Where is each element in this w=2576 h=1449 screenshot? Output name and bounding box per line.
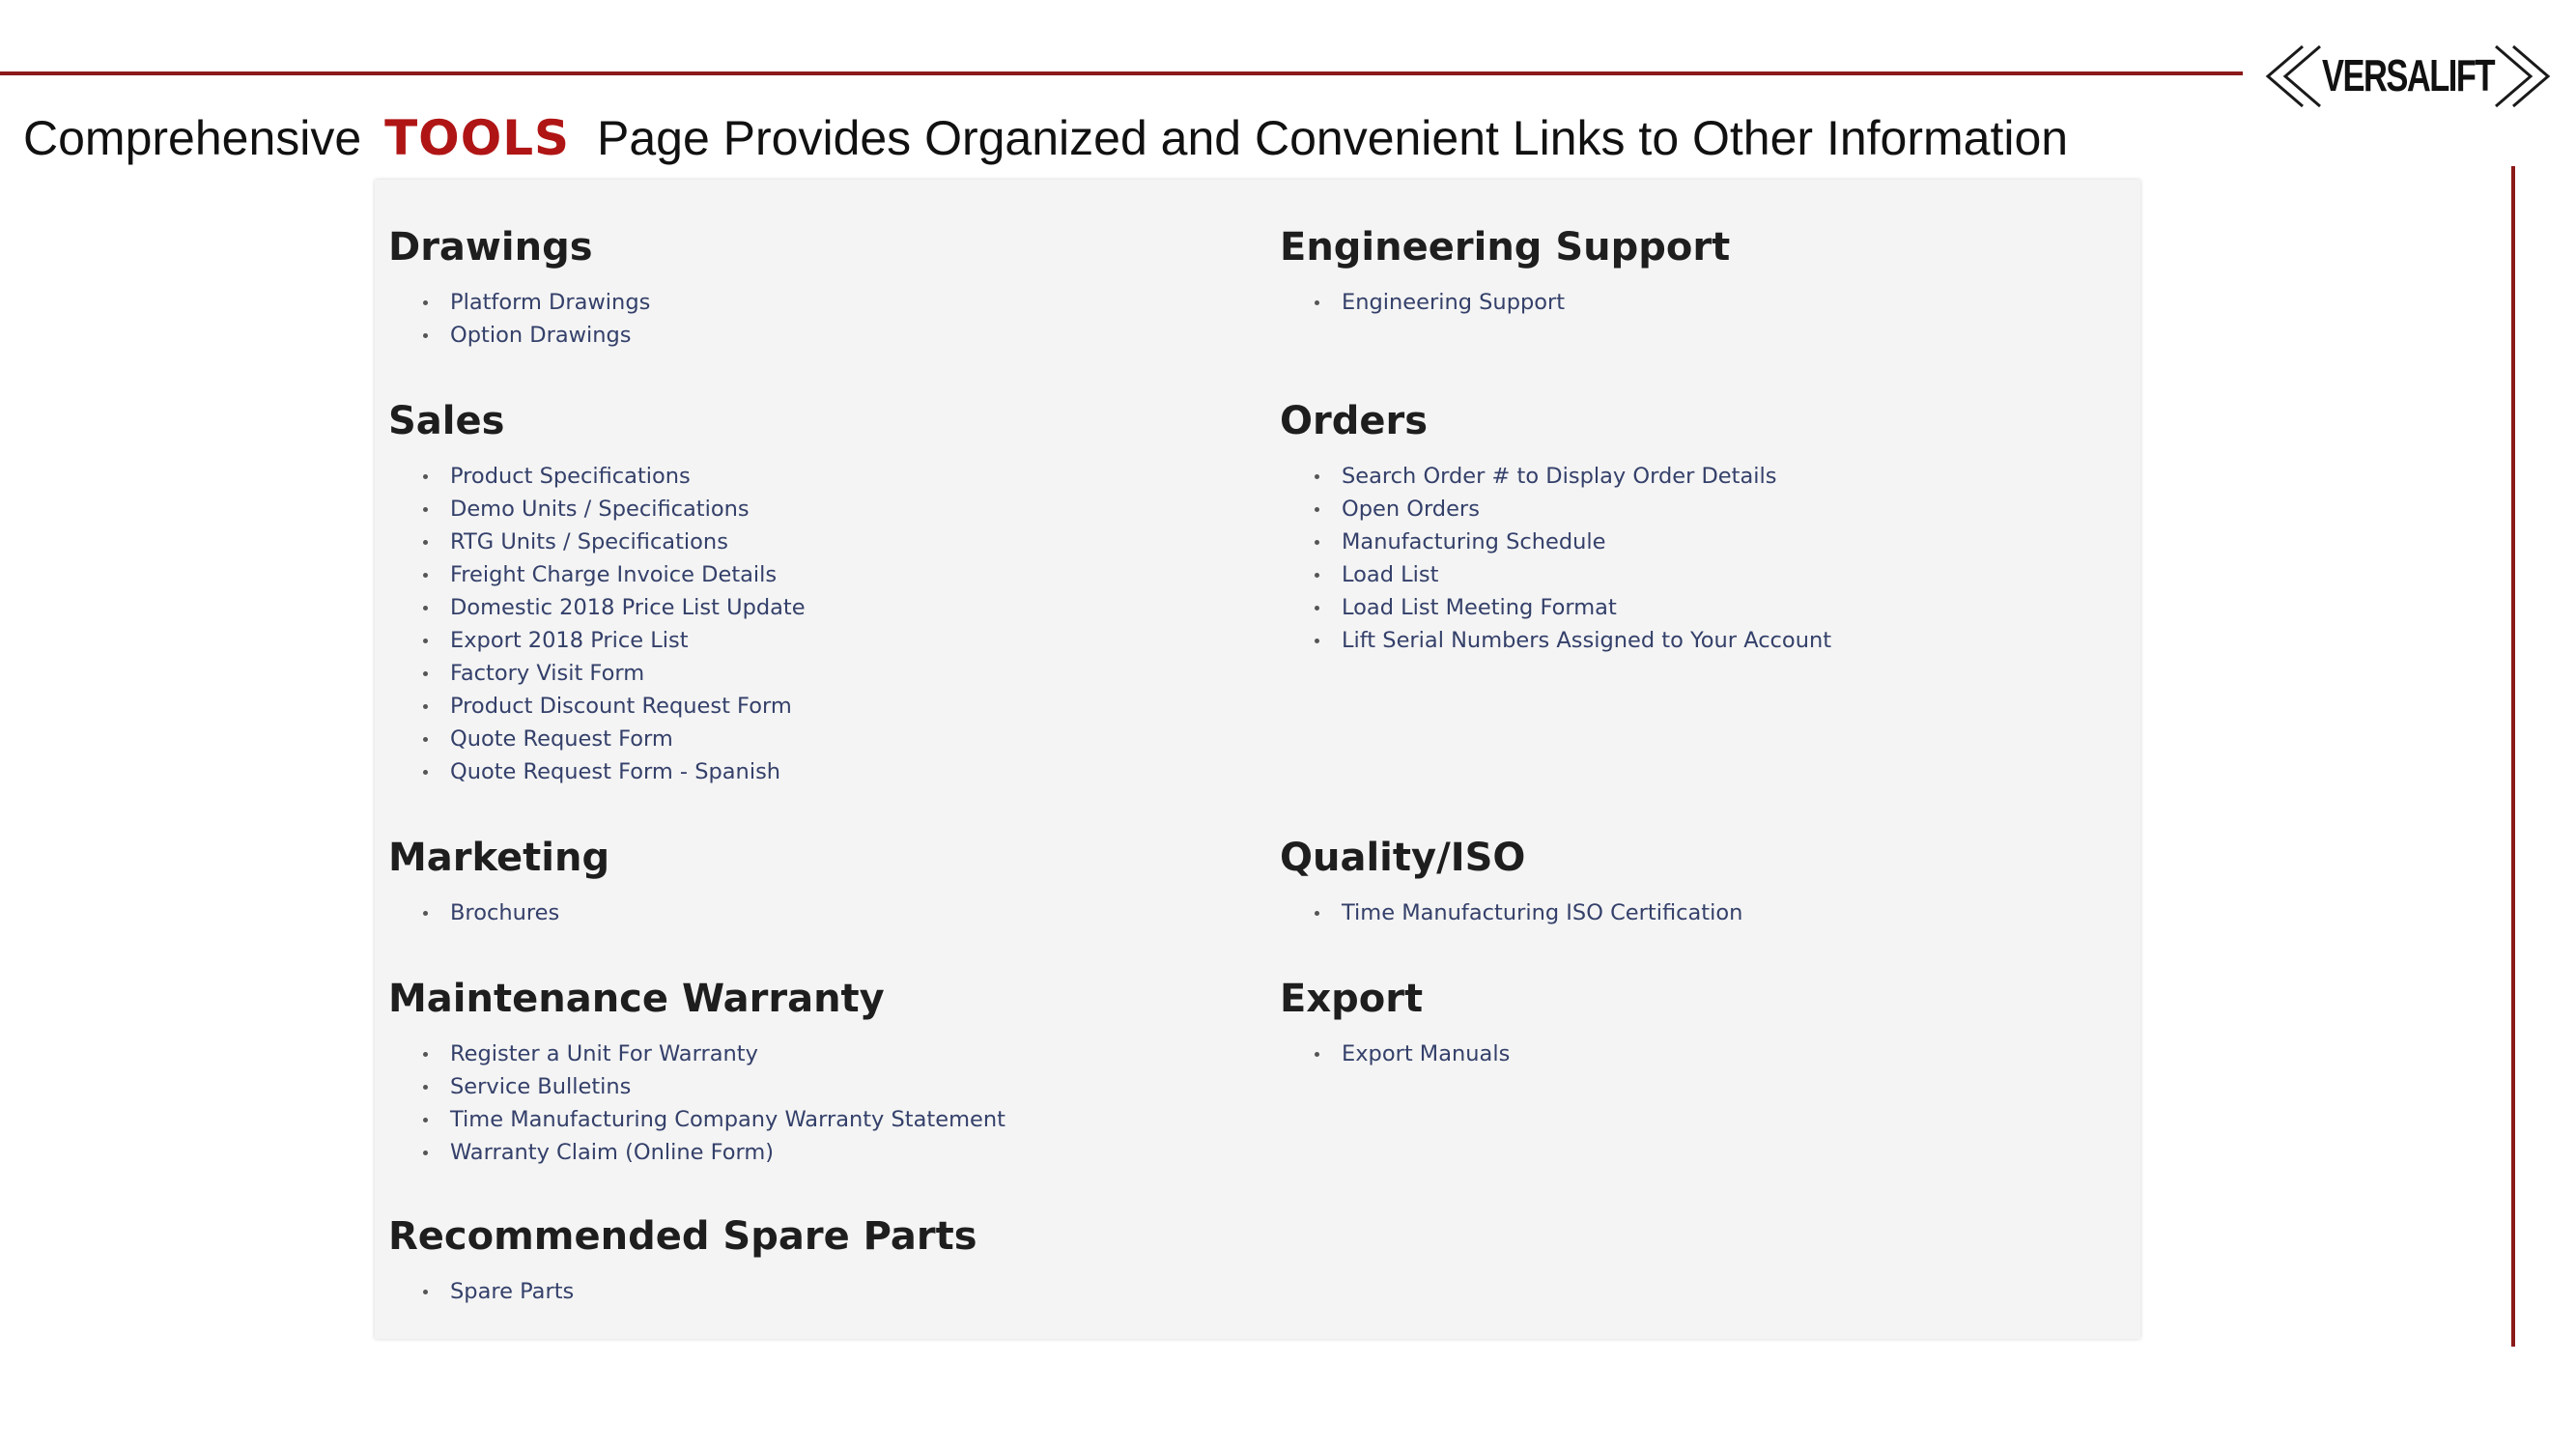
link-list — [1280, 1037, 1510, 1070]
versalift-logo — [2260, 43, 2569, 110]
link-manufacturing-schedule[interactable]: Manufacturing Schedule — [1342, 529, 1606, 554]
section-marketing — [388, 829, 609, 929]
list-item — [388, 493, 806, 526]
link-list — [388, 460, 806, 788]
list-item — [1280, 493, 1831, 526]
list-item — [1280, 558, 1831, 591]
section-orders — [1280, 392, 1831, 657]
link-warranty-statement[interactable]: Time Manufacturing Company Warranty Statement — [450, 1107, 1005, 1132]
link-domestic-price-list[interactable]: Domestic 2018 Price List Update — [450, 595, 806, 620]
link-list — [388, 286, 650, 352]
section-heading: Engineering Support — [1280, 225, 1731, 270]
section-heading: Sales — [388, 399, 505, 443]
link-rtg-units[interactable]: RTG Units / Specifications — [450, 529, 728, 554]
list-item — [1280, 896, 1742, 929]
link-load-list[interactable]: Load List — [1342, 562, 1439, 587]
section-heading: Drawings — [388, 225, 593, 270]
link-option-drawings[interactable]: Option Drawings — [450, 323, 632, 348]
list-item — [388, 286, 650, 319]
list-item — [1280, 460, 1831, 493]
list-item — [388, 755, 806, 788]
link-open-orders[interactable]: Open Orders — [1342, 497, 1480, 522]
section-drawings — [388, 218, 650, 352]
section-heading: Marketing — [388, 836, 610, 880]
logo-text: VERSALIFT — [2322, 50, 2496, 100]
list-item — [388, 526, 806, 558]
list-item — [388, 723, 806, 755]
section-heading: Maintenance Warranty — [388, 977, 885, 1021]
link-brochures[interactable]: Brochures — [450, 900, 560, 925]
list-item — [388, 591, 806, 624]
section-heading: Export — [1280, 977, 1424, 1021]
section-maintenance-warranty — [388, 970, 1005, 1169]
list-item — [388, 319, 650, 352]
link-list — [1280, 286, 1730, 319]
section-export — [1280, 970, 1510, 1070]
section-engineering-support — [1280, 218, 1730, 319]
list-item — [388, 460, 806, 493]
link-factory-visit-form[interactable]: Factory Visit Form — [450, 661, 645, 686]
link-product-specifications[interactable]: Product Specifications — [450, 464, 691, 489]
section-heading: Orders — [1280, 399, 1429, 443]
list-item — [388, 1103, 1005, 1136]
link-export-price-list[interactable]: Export 2018 Price List — [450, 628, 689, 653]
list-item — [388, 657, 806, 690]
link-list — [1280, 896, 1742, 929]
link-load-list-meeting-format[interactable]: Load List Meeting Format — [1342, 595, 1617, 620]
link-quote-request-form[interactable]: Quote Request Form — [450, 726, 673, 752]
link-product-discount-form[interactable]: Product Discount Request Form — [450, 694, 792, 719]
link-list — [1280, 460, 1831, 657]
right-divider — [2511, 166, 2515, 1347]
section-heading: Quality/ISO — [1280, 836, 1526, 880]
link-freight-charge[interactable]: Freight Charge Invoice Details — [450, 562, 778, 587]
slide-title — [23, 104, 2068, 172]
section-heading: Recommended Spare Parts — [388, 1214, 977, 1259]
list-item — [1280, 624, 1831, 657]
list-item — [1280, 526, 1831, 558]
list-item — [1280, 286, 1730, 319]
list-item — [1280, 1037, 1510, 1070]
link-list — [388, 1037, 1005, 1169]
link-spare-parts[interactable]: Spare Parts — [450, 1279, 575, 1304]
title-accent: TOOLS — [384, 110, 571, 166]
link-platform-drawings[interactable]: Platform Drawings — [450, 290, 651, 315]
link-warranty-claim[interactable]: Warranty Claim (Online Form) — [450, 1140, 775, 1165]
link-export-manuals[interactable]: Export Manuals — [1342, 1041, 1511, 1066]
link-register-unit[interactable]: Register a Unit For Warranty — [450, 1041, 758, 1066]
list-item — [1280, 591, 1831, 624]
link-lift-serial-numbers[interactable]: Lift Serial Numbers Assigned to Your Account — [1342, 628, 1832, 653]
section-quality-iso — [1280, 829, 1742, 929]
top-divider — [0, 71, 2243, 75]
list-item — [388, 690, 806, 723]
link-quote-request-form-spanish[interactable]: Quote Request Form - Spanish — [450, 759, 781, 784]
link-iso-certification[interactable]: Time Manufacturing ISO Certification — [1342, 900, 1743, 925]
link-demo-units[interactable]: Demo Units / Specifications — [450, 497, 750, 522]
list-item — [388, 1275, 977, 1308]
title-post: Page Provides Organized and Convenient Links to Other Information — [596, 111, 2069, 165]
section-spare-parts — [388, 1208, 977, 1308]
list-item — [388, 1037, 1005, 1070]
list-item — [388, 896, 609, 929]
link-list — [388, 896, 609, 929]
list-item — [388, 1136, 1005, 1169]
link-search-order[interactable]: Search Order # to Display Order Details — [1342, 464, 1777, 489]
list-item — [388, 1070, 1005, 1103]
link-list — [388, 1275, 977, 1308]
link-service-bulletins[interactable]: Service Bulletins — [450, 1074, 632, 1099]
section-sales — [388, 392, 806, 788]
tools-page-screenshot — [375, 180, 2140, 1339]
title-pre: Comprehensive — [23, 111, 362, 165]
list-item — [388, 624, 806, 657]
link-engineering-support[interactable]: Engineering Support — [1342, 290, 1566, 315]
list-item — [388, 558, 806, 591]
